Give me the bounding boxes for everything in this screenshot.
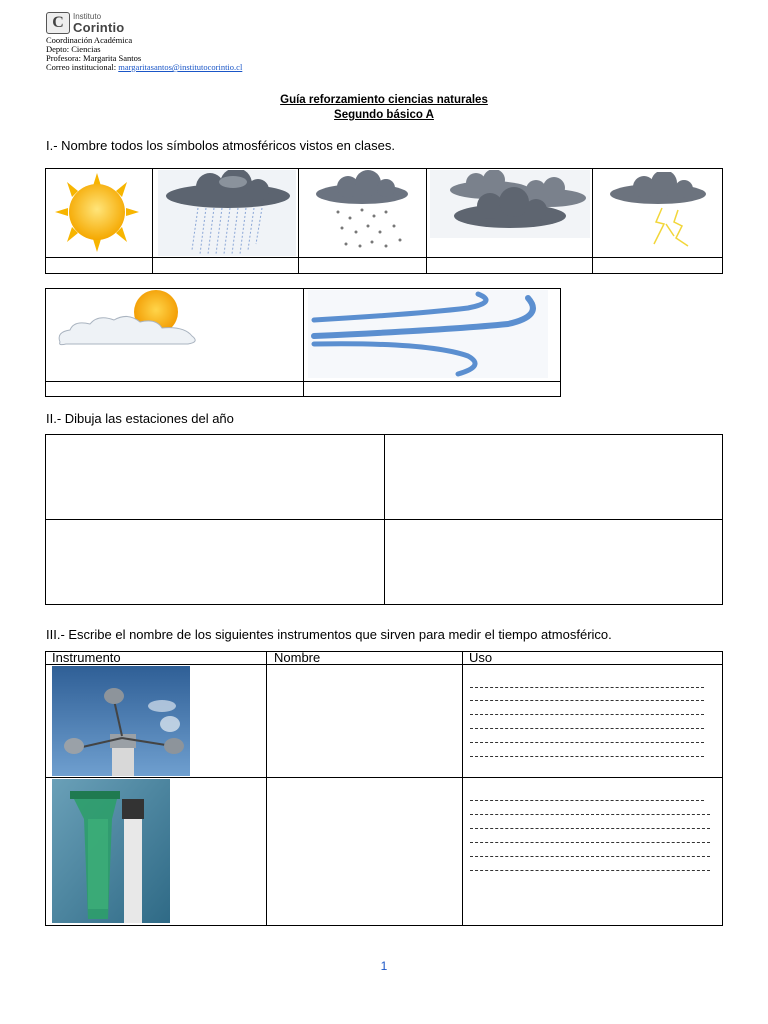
snow-cloud-icon bbox=[310, 170, 416, 256]
season-box-3[interactable] bbox=[46, 520, 383, 604]
logo-line1: Instituto bbox=[73, 12, 102, 21]
season-box-4[interactable] bbox=[386, 520, 722, 604]
season-box-2[interactable] bbox=[386, 435, 722, 518]
header-uso: Uso bbox=[469, 650, 493, 665]
email-link[interactable]: margaritasantos@institutocorintio.cl bbox=[118, 62, 243, 72]
wind-icon bbox=[308, 290, 548, 378]
nombre-answer-1[interactable] bbox=[268, 666, 461, 776]
header-nombre: Nombre bbox=[274, 650, 321, 665]
page-number: 1 bbox=[380, 959, 388, 973]
header-department: Depto: Ciencias bbox=[46, 44, 101, 54]
rain-cloud-icon bbox=[158, 170, 296, 256]
header-coordination: Coordinación Académica bbox=[46, 35, 133, 45]
worksheet-title: Guía reforzamiento ciencias naturales bbox=[280, 94, 488, 106]
partly-cloudy-icon bbox=[52, 290, 206, 352]
logo-mark: C bbox=[46, 12, 70, 34]
cloudy-icon bbox=[430, 170, 590, 238]
school-logo bbox=[46, 12, 136, 35]
season-box-1[interactable] bbox=[46, 435, 383, 518]
header-teacher: Profesora: Margarita Santos bbox=[46, 53, 142, 63]
rain-gauge-image bbox=[52, 779, 170, 923]
section2-instruction: II.- Dibuja las estaciones del año bbox=[46, 411, 234, 426]
header-info bbox=[46, 36, 242, 72]
header-email-row bbox=[46, 63, 242, 72]
worksheet-subtitle: Segundo básico A bbox=[334, 109, 434, 121]
section1-instruction: I.- Nombre todos los símbolos atmosféricos vistos en clases. bbox=[46, 138, 395, 153]
header-instrumento: Instrumento bbox=[52, 650, 121, 665]
storm-cloud-icon bbox=[604, 172, 714, 252]
sun-icon bbox=[52, 170, 142, 255]
section3-instruction: III.- Escribe el nombre de los siguientes instrumentos que sirven para medir el tiempo atmosférico. bbox=[46, 627, 612, 642]
nombre-answer-2[interactable] bbox=[268, 779, 461, 925]
header-email-label: Correo institucional: bbox=[46, 62, 117, 72]
logo-line2: Corintio bbox=[73, 20, 125, 35]
anemometer-image bbox=[52, 666, 190, 776]
